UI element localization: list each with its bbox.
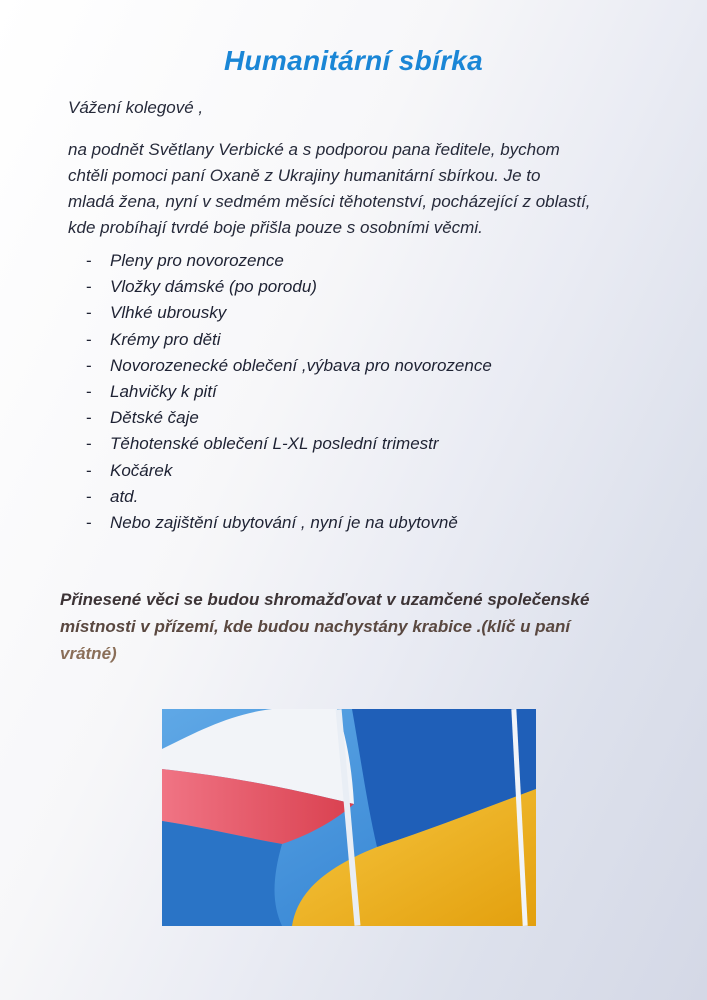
list-dash: - [86, 329, 92, 349]
list-dash: - [86, 434, 92, 454]
list-dash: - [86, 251, 92, 270]
list-item [86, 300, 492, 326]
list-item [86, 484, 492, 510]
list-item [86, 353, 492, 379]
flags-photo [162, 709, 536, 926]
intro-line: na podnět Světlany Verbické a s podporou pana ředitele, bychom [68, 140, 560, 159]
collection-line: Přinesené věci se budou shromažďovat v uzamčené společenské [60, 590, 590, 609]
list-item-label: Lahvičky k pití [110, 381, 217, 401]
page-title: Humanitární sbírka [223, 45, 484, 76]
intro-paragraph [68, 137, 648, 241]
list-item-label: atd. [110, 486, 139, 506]
list-item [86, 405, 492, 431]
list-item-label: Vložky dámské (po porodu) [110, 277, 317, 297]
list-item-label: Krémy pro děti [110, 329, 221, 349]
list-item-label: Dětské čaje [110, 408, 199, 428]
greeting: Vážení kolegové , [68, 98, 204, 117]
list-dash: - [86, 277, 92, 297]
list-dash: - [86, 381, 92, 401]
needs-list [86, 248, 492, 536]
list-item [86, 431, 492, 457]
list-dash: - [86, 512, 92, 532]
list-item-label: Nebo zajištění ubytování , nyní je na ubytovně [110, 512, 458, 532]
collection-note [60, 586, 660, 667]
list-dash: - [86, 303, 92, 323]
list-item-label: Vlhké ubrousky [110, 303, 227, 323]
list-item [86, 458, 492, 484]
list-item-label: Kočárek [110, 460, 173, 480]
intro-line: chtěli pomoci paní Oxaně z Ukrajiny humanitární sbírkou. Je to [68, 166, 541, 185]
list-item [86, 248, 492, 274]
list-item [86, 379, 492, 405]
list-item-label: Novorozenecké oblečení ,výbava pro novorozence [110, 355, 492, 375]
list-dash: - [86, 355, 92, 375]
collection-line: vrátné) [60, 644, 117, 663]
list-item [86, 327, 492, 353]
list-item-label: Pleny pro novorozence [110, 251, 284, 270]
list-dash: - [86, 486, 92, 506]
list-item-label: Těhotenské oblečení L-XL poslední trimestr [110, 434, 439, 454]
list-item [86, 274, 492, 300]
list-dash: - [86, 460, 92, 480]
list-item [86, 510, 492, 536]
list-dash: - [86, 408, 92, 428]
intro-line: kde probíhají tvrdé boje přišla pouze s osobními věcmi. [68, 218, 483, 237]
intro-line: mladá žena, nyní v sedmém měsíci těhotenství, pocházející z oblastí, [68, 192, 591, 211]
collection-line: místnosti v přízemí, kde budou nachystány krabice .(klíč u paní [60, 617, 571, 636]
